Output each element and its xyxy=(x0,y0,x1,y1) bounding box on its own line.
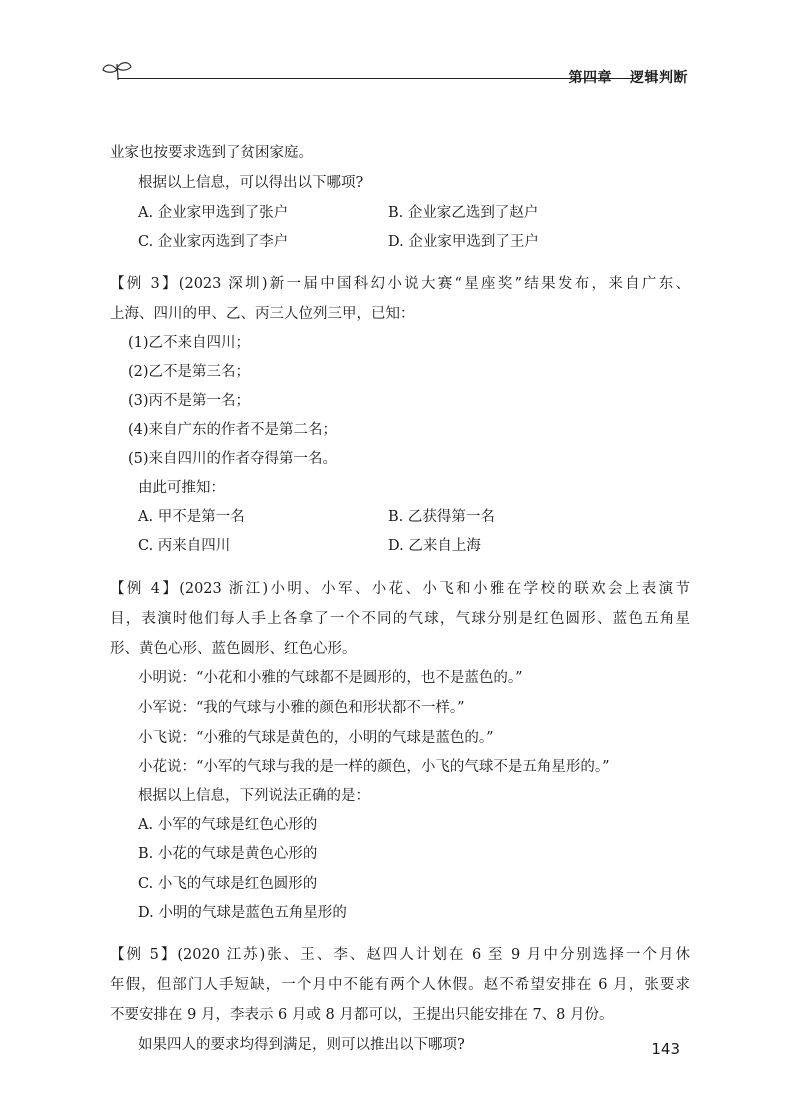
example-5-stem-line2: 年假，但部门人手短缺，一个月中不能有两个人休假。赵不希望安排在 6 月，张要求 xyxy=(110,977,690,993)
example-4-statement-4: 小花说：“小军的气球与我的是一样的颜色，小飞的气球不是五角星形的。” xyxy=(138,759,610,775)
example-4-stem-line3: 形、黄色心形、蓝色圆形、红色心形。 xyxy=(110,641,357,657)
example-5-stem-line1: 【例 5】(2020 江苏)张、王、李、赵四人计划在 6 至 9 月中分别选择一个月休 xyxy=(110,947,690,963)
example-3-prompt: 由此可推知： xyxy=(138,480,225,496)
example-4-option-c: C. 小飞的气球是红色圆形的 xyxy=(138,876,318,892)
option-a: A. 企业家甲选到了张户 xyxy=(138,205,289,221)
example-3-condition-3: (3)丙不是第一名； xyxy=(128,393,251,409)
example-3-condition-2: (2)乙不是第三名； xyxy=(128,364,251,380)
chapter-number: 第四章 xyxy=(568,70,612,86)
example-3-option-b: B. 乙获得第一名 xyxy=(388,509,495,525)
example-3-stem-line2: 上海、四川的甲、乙、丙三人位列三甲，已知： xyxy=(110,306,415,322)
example-5-stem-line3: 不要安排在 9 月，李表示 6 月或 8 月都可以，王提出只能安排在 7、8 月份。 xyxy=(110,1007,614,1023)
question-prompt: 根据以上信息，可以得出以下哪项? xyxy=(138,175,364,191)
example-3-condition-1: (1)乙不来自四川； xyxy=(128,335,251,351)
page-number: 143 xyxy=(651,1040,680,1058)
example-3-stem-line1: 【例 3】(2023 深圳)新一届中国科幻小说大赛“星座奖”结果发布，来自广东、 xyxy=(110,276,690,292)
example-4-option-d: D. 小明的气球是蓝色五角星形的 xyxy=(138,905,347,921)
chapter-title xyxy=(569,67,689,87)
example-3-option-d: D. 乙来自上海 xyxy=(388,538,481,554)
header-rule xyxy=(118,78,636,79)
example-4-statement-3: 小飞说：“小雅的气球是黄色的，小明的气球是蓝色的。” xyxy=(138,730,494,746)
continuation-text: 业家也按要求选到了贫困家庭。 xyxy=(110,145,313,161)
example-4-option-b: B. 小花的气球是黄色心形的 xyxy=(138,846,318,862)
sprout-icon xyxy=(100,56,134,86)
option-c: C. 企业家丙选到了李户 xyxy=(138,234,289,250)
example-4-prompt: 根据以上信息，下列说法正确的是： xyxy=(138,788,370,804)
option-b: B. 企业家乙选到了赵户 xyxy=(388,205,539,221)
example-3-option-a: A. 甲不是第一名 xyxy=(138,509,245,525)
example-4-statement-1: 小明说：“小花和小雅的气球都不是圆形的，也不是蓝色的。” xyxy=(138,670,523,686)
example-4-stem-line2: 目，表演时他们每人手上各拿了一个不同的气球，气球分别是红色圆形、蓝色五角星 xyxy=(110,611,690,627)
example-4-option-a: A. 小军的气球是红色心形的 xyxy=(138,817,318,833)
example-4-statement-2: 小军说：“我的气球与小雅的颜色和形状都不一样。” xyxy=(138,700,465,716)
example-3-condition-5: (5)来自四川的作者夺得第一名。 xyxy=(128,451,338,467)
option-d: D. 企业家甲选到了王户 xyxy=(388,234,539,250)
running-header xyxy=(100,56,700,96)
example-5-prompt: 如果四人的要求均得到满足，则可以推出以下哪项? xyxy=(138,1037,465,1053)
section-name: 逻辑判断 xyxy=(630,70,688,86)
example-3-condition-4: (4)来自广东的作者不是第二名； xyxy=(128,422,338,438)
example-3-option-c: C. 丙来自四川 xyxy=(138,538,231,554)
example-4-stem-line1: 【例 4】(2023 浙江)小明、小军、小花、小飞和小雅在学校的联欢会上表演节 xyxy=(110,581,690,597)
